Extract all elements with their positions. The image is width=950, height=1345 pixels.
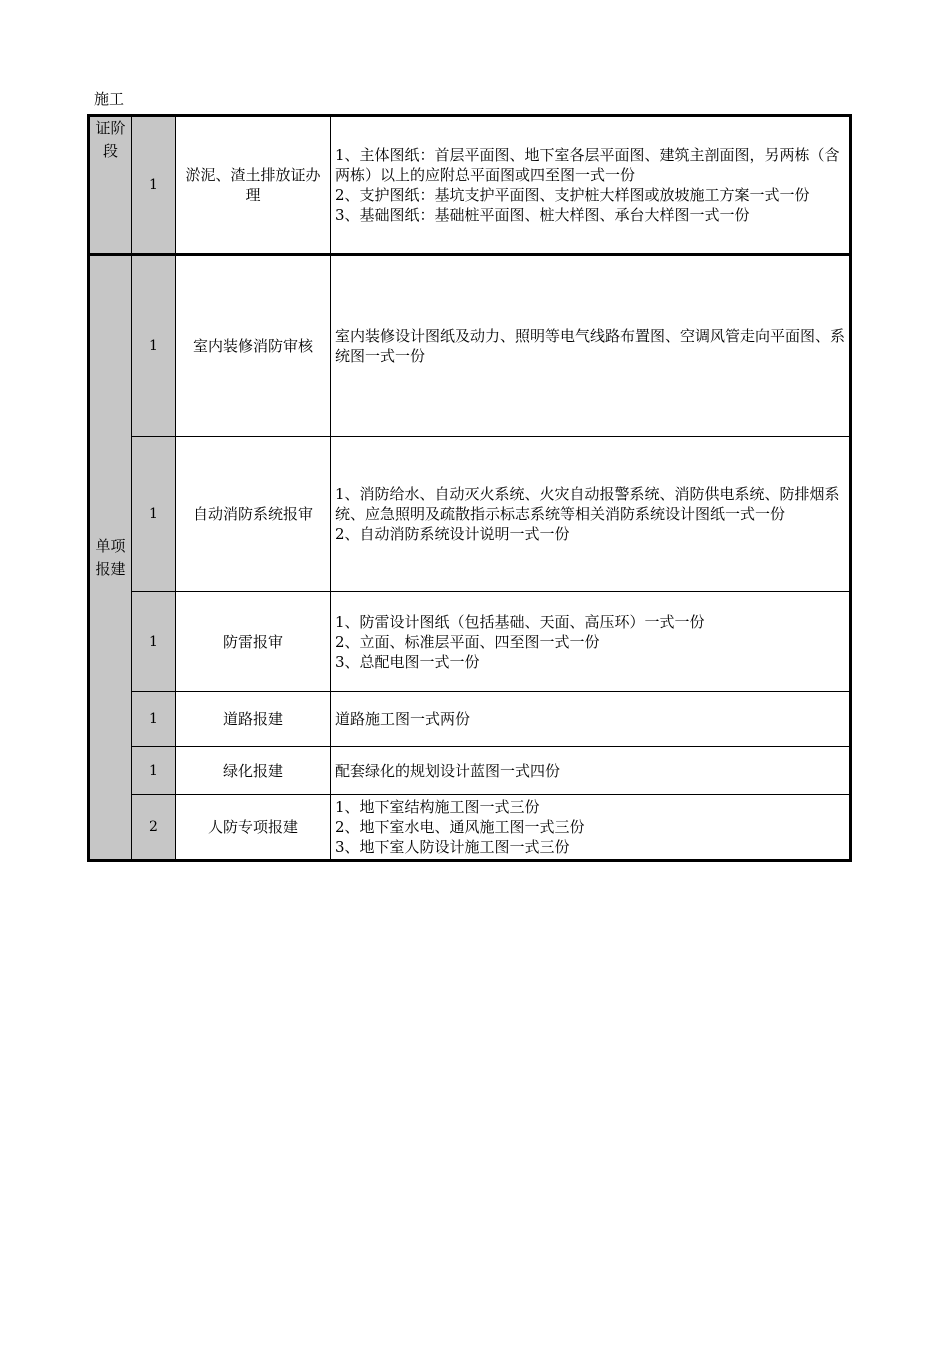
stage-label: 证阶段 (95, 119, 126, 160)
row-number: 2 (132, 795, 176, 861)
stage-cell-construction (89, 116, 132, 255)
item-description: 1、地下室结构施工图一式三份 2、地下室水电、通风施工图一式三份 3、地下室人防设计施工图一式三份 (331, 795, 851, 861)
item-name: 室内装修消防审核 (176, 255, 331, 437)
item-description: 1、防雷设计图纸（包括基础、天面、高压环）一式一份 2、立面、标准层平面、四至图一式一份 3、总配电图一式一份 (331, 592, 851, 692)
row-number: 1 (132, 592, 176, 692)
stage-cell-single-item (89, 255, 132, 861)
table-row (89, 116, 851, 255)
row-number: 1 (132, 437, 176, 592)
stage-label: 单项报建 (95, 536, 126, 578)
table-row (89, 795, 851, 861)
item-name: 绿化报建 (176, 747, 331, 795)
row-number: 1 (132, 255, 176, 437)
approval-table (87, 114, 852, 862)
item-name: 淤泥、渣土排放证办理 (176, 116, 331, 255)
item-name: 防雷报审 (176, 592, 331, 692)
item-name: 人防专项报建 (176, 795, 331, 861)
row-number: 1 (132, 747, 176, 795)
table-row (89, 255, 851, 437)
item-description: 室内装修设计图纸及动力、照明等电气线路布置图、空调风管走向平面图、系统图一式一份 (331, 255, 851, 437)
table-row (89, 747, 851, 795)
row-number: 1 (132, 116, 176, 255)
item-description: 1、消防给水、自动灭火系统、火灾自动报警系统、消防供电系统、防排烟系统、应急照明及疏散指示标志系统等相关消防系统设计图纸一式一份 2、自动消防系统设计说明一式一份 (331, 437, 851, 592)
row-number: 1 (132, 692, 176, 747)
table-row (89, 437, 851, 592)
item-description: 1、主体图纸：首层平面图、地下室各层平面图、建筑主剖面图，另两栋（含两栋）以上的应附总平面图或四至图一式一份 2、支护图纸：基坑支护平面图、支护桩大样图或放坡施工方案一式一份 3、基础图纸：基础桩平面图、桩大样图、承台大样图一式一份 (331, 116, 851, 255)
item-description: 配套绿化的规划设计蓝图一式四份 (331, 747, 851, 795)
table-row (89, 692, 851, 747)
item-description: 道路施工图一式两份 (331, 692, 851, 747)
item-name: 道路报建 (176, 692, 331, 747)
table-row (89, 592, 851, 692)
item-name: 自动消防系统报审 (176, 437, 331, 592)
stage-label-construction-top: 施工 (93, 90, 124, 108)
